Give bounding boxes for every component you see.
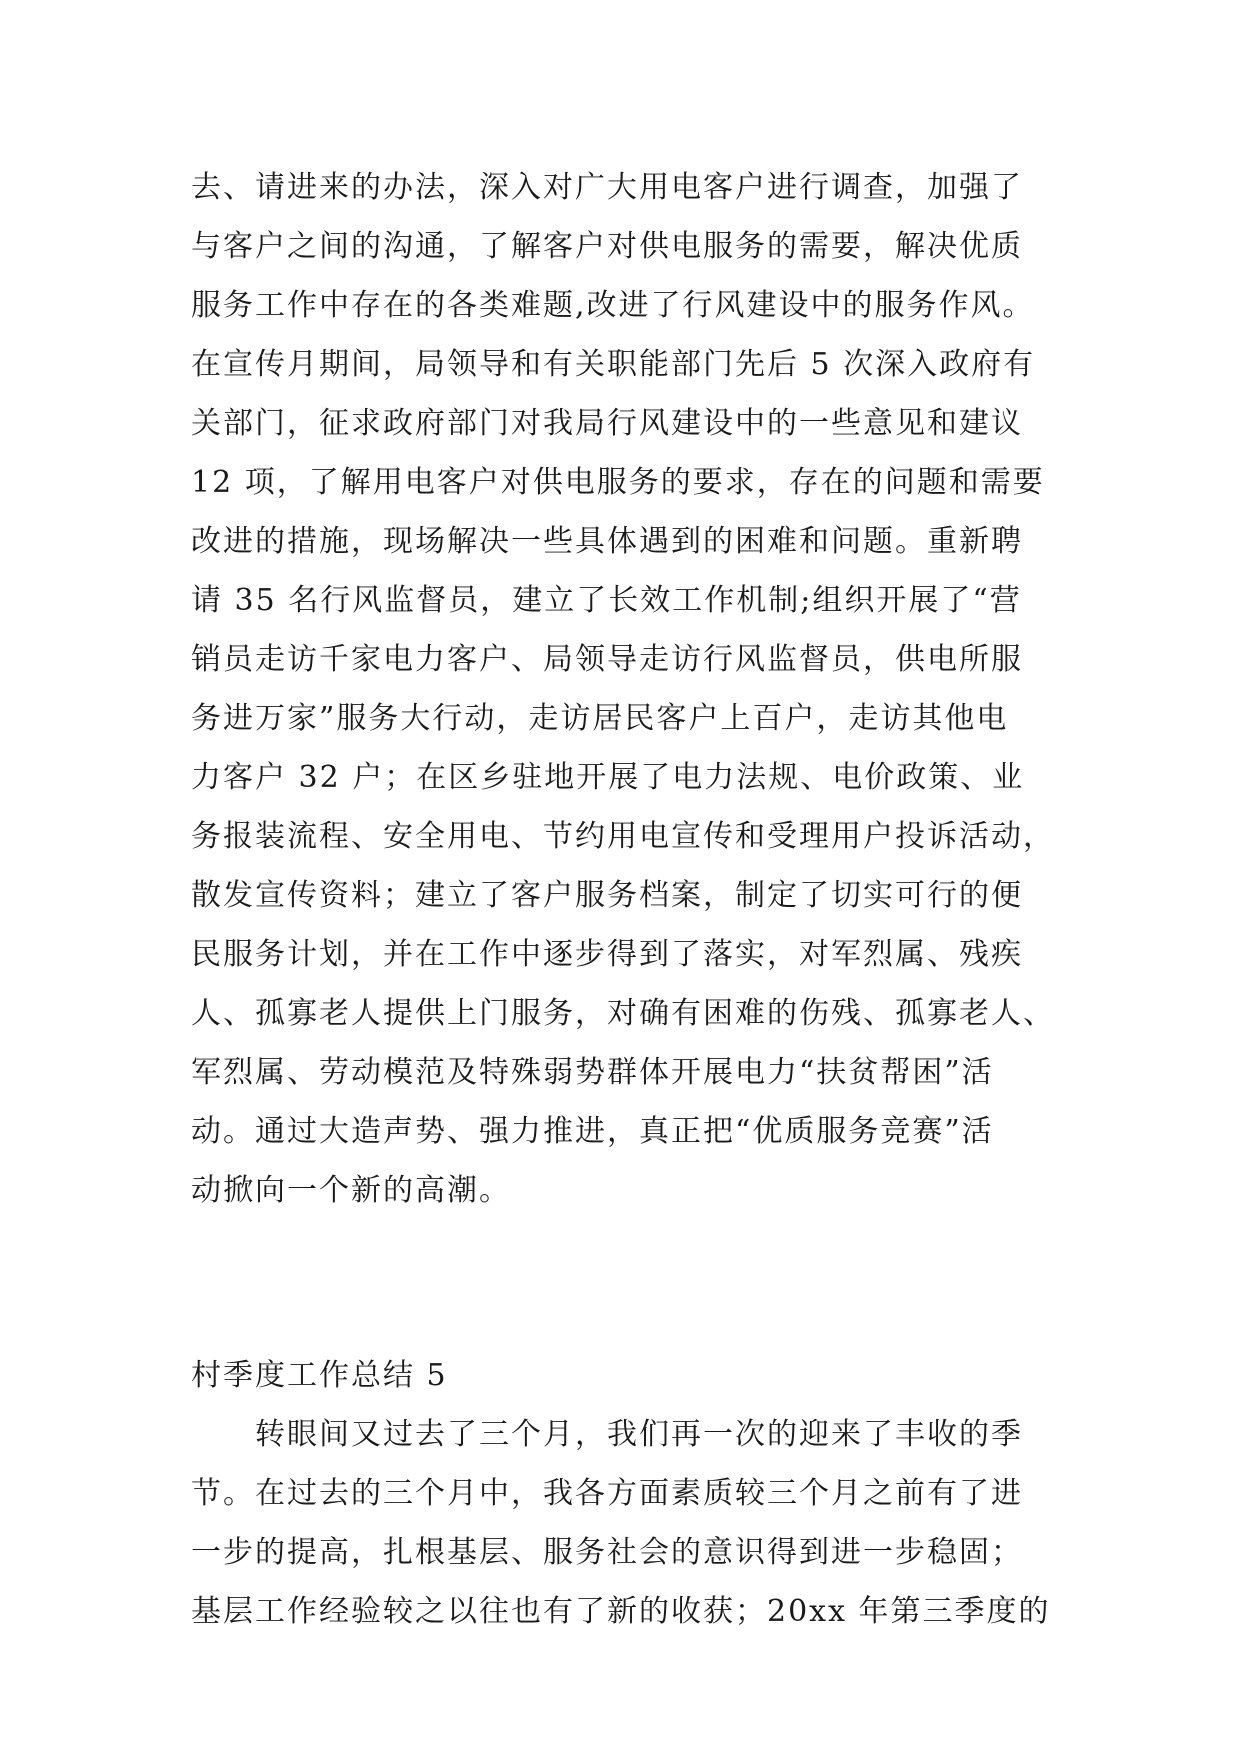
text-line: 改进的措施，现场解决一些具体遇到的困难和问题。重新聘 [191, 524, 1023, 559]
text-line: 散发宣传资料；建立了客户服务档案，制定了切实可行的便 [191, 878, 1023, 913]
text-line: 务报装流程、安全用电、节约用电宣传和受理用户投诉活动， [191, 819, 1055, 854]
paragraph-1 [191, 158, 1071, 1220]
text-line: 服务工作中存在的各类难题,改进了行风建设中的服务作风。 [191, 288, 1035, 323]
section-heading: 村季度工作总结 5 [191, 1358, 448, 1393]
text-line: 民服务计划，并在工作中逐步得到了落实，对军烈属、残疾 [191, 937, 1023, 972]
text-line: 请 35 名行风监督员，建立了长效工作机制;组织开展了“营 [191, 583, 1022, 618]
text-line: 人、孤寡老人提供上门服务，对确有困难的伤残、孤寡老人、 [191, 996, 1055, 1031]
text-line: 转眼间又过去了三个月，我们再一次的迎来了丰收的季 [255, 1417, 1023, 1452]
text-line: 去、请进来的办法，深入对广大用电客户进行调查，加强了 [191, 170, 1023, 205]
paragraph-spacer [191, 1220, 1071, 1346]
paragraph-2 [191, 1405, 1071, 1641]
text-line: 务进万家”服务大行动，走访居民客户上百户，走访其他电 [191, 701, 1009, 736]
text-line: 力客户 32 户；在区乡驻地开展了电力法规、电价政策、业 [191, 760, 1025, 795]
text-line: 12 项，了解用电客户对供电服务的要求，存在的问题和需要 [191, 465, 1045, 500]
text-line: 动。通过大造声势、强力推进，真正把“优质服务竞赛”活 [191, 1114, 994, 1149]
text-line: 与客户之间的沟通，了解客户对供电服务的需要，解决优质 [191, 229, 1023, 264]
text-line: 一步的提高，扎根基层、服务社会的意识得到进一步稳固； [191, 1535, 1023, 1570]
text-line: 关部门，征求政府部门对我局行风建设中的一些意见和建议 [191, 406, 1023, 441]
text-line: 军烈属、劳动模范及特殊弱势群体开展电力“扶贫帮困”活 [191, 1055, 994, 1090]
document-body [191, 158, 1071, 1641]
text-line: 节。在过去的三个月中，我各方面素质较三个月之前有了进 [191, 1476, 1023, 1511]
text-line: 在宣传月期间，局领导和有关职能部门先后 5 次深入政府有 [191, 347, 1036, 382]
text-line: 销员走访千家电力客户、局领导走访行风监督员，供电所服 [191, 642, 1023, 677]
text-line: 动掀向一个新的高潮。 [191, 1173, 511, 1208]
text-line: 基层工作经验较之以往也有了新的收获；20xx 年第三季度的 [191, 1594, 1051, 1629]
